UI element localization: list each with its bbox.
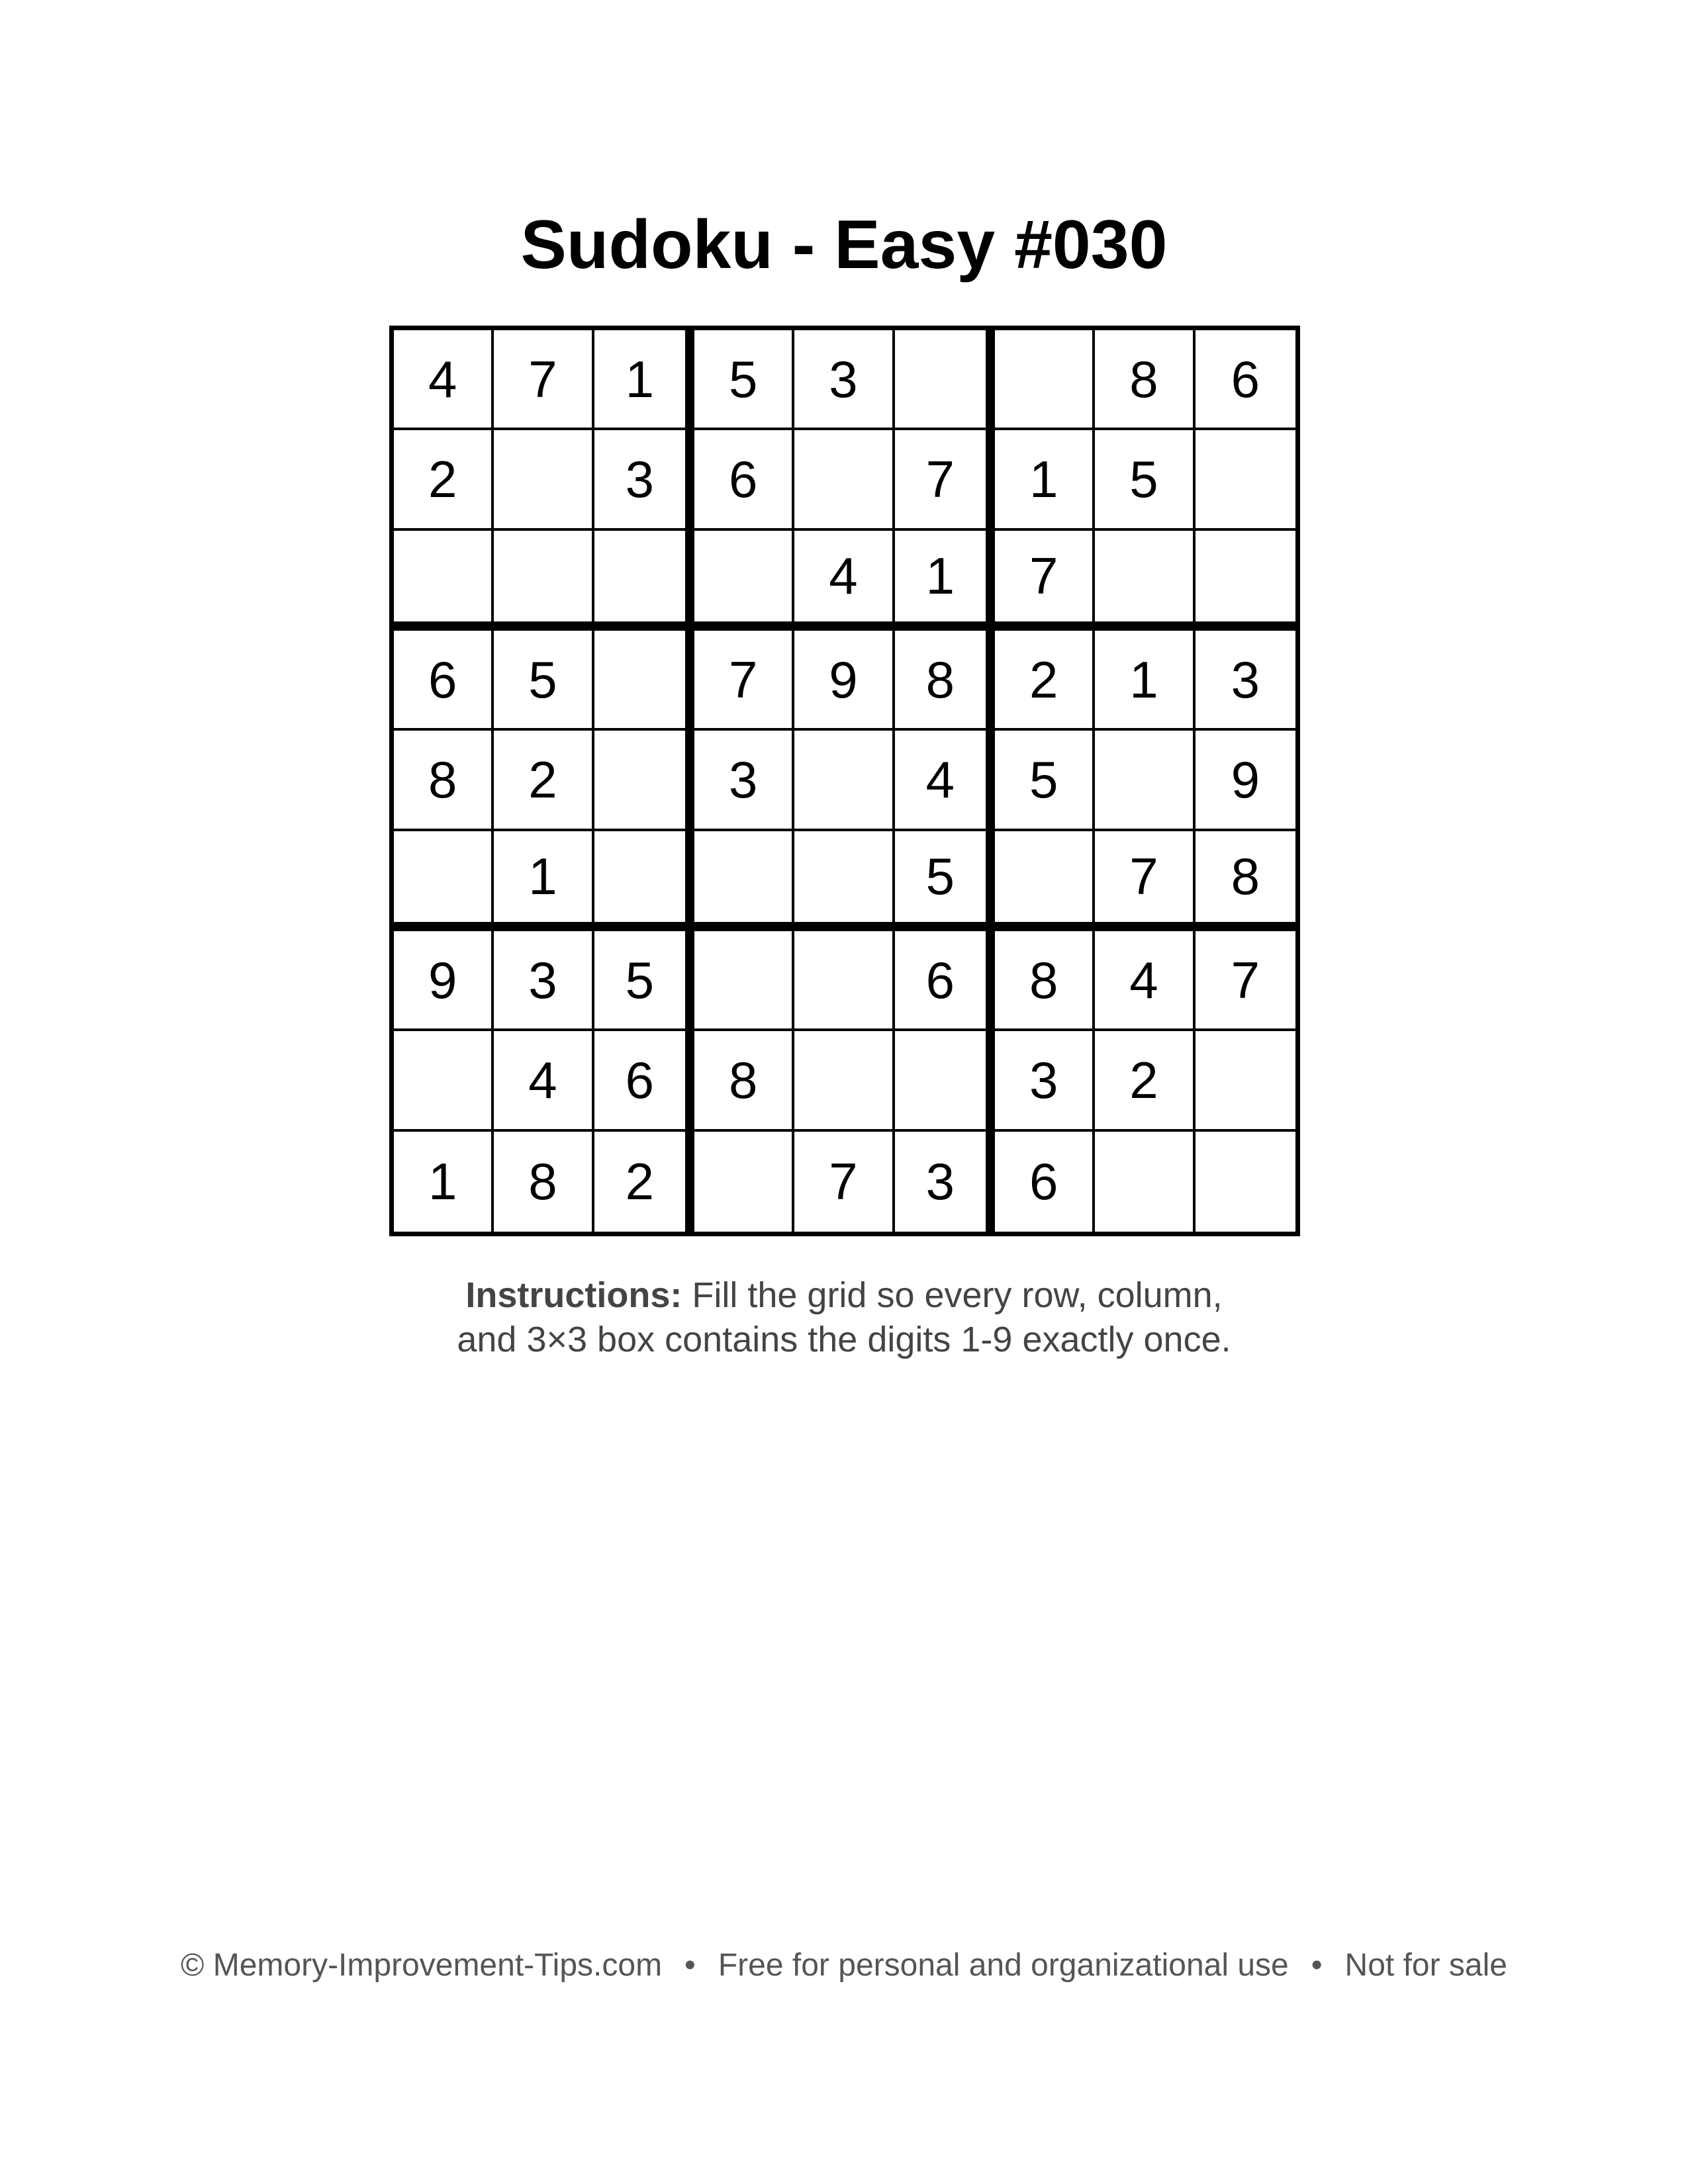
sudoku-cell-r9-c7: 6 [995,1132,1095,1232]
sudoku-cell-r6-c3[interactable] [594,831,694,931]
sudoku-cell-r2-c5[interactable] [794,430,894,530]
sudoku-cell-r3-c8[interactable] [1095,531,1195,631]
sudoku-cell-r4-c1: 6 [394,631,494,731]
sudoku-cell-r6-c5[interactable] [794,831,894,931]
sudoku-cell-r9-c1: 1 [394,1132,494,1232]
sudoku-cell-r1-c7[interactable] [995,330,1095,430]
footer-separator: • [684,1948,696,1983]
sudoku-cell-r8-c6[interactable] [895,1031,995,1131]
sudoku-cell-r3-c6: 1 [895,531,995,631]
sudoku-cell-r1-c6[interactable] [895,330,995,430]
sudoku-cell-r6-c8: 7 [1095,831,1195,931]
sudoku-cell-r4-c9: 3 [1196,631,1295,731]
instructions-text-1: Fill the grid so every row, column, [692,1275,1223,1315]
sudoku-cell-r8-c8: 2 [1095,1031,1195,1131]
footer-copyright: © Memory-Improvement-Tips.com [181,1948,663,1983]
sudoku-cell-r5-c4: 3 [694,731,794,831]
instructions-line-1 [0,1273,1688,1318]
sudoku-cell-r2-c3: 3 [594,430,694,530]
sudoku-cell-r1-c9: 6 [1196,330,1295,430]
instructions-label: Instructions: [465,1275,682,1315]
sudoku-cell-r1-c4: 5 [694,330,794,430]
sudoku-cell-r1-c3: 1 [594,330,694,430]
sudoku-cell-r2-c9[interactable] [1196,430,1295,530]
sudoku-cell-r4-c3[interactable] [594,631,694,731]
instructions [0,1273,1688,1362]
sudoku-cell-r5-c2: 2 [494,731,594,831]
sudoku-cell-r1-c2: 7 [494,330,594,430]
sudoku-cell-r8-c9[interactable] [1196,1031,1295,1131]
sudoku-cell-r4-c2: 5 [494,631,594,731]
sudoku-cell-r8-c7: 3 [995,1031,1095,1131]
footer-separator: • [1311,1948,1323,1983]
sudoku-cell-r8-c3: 6 [594,1031,694,1131]
sudoku-cell-r9-c3: 2 [594,1132,694,1232]
sudoku-cell-r9-c5: 7 [794,1132,894,1232]
footer-license: Free for personal and organizational use [718,1948,1289,1983]
sudoku-cell-r9-c2: 8 [494,1132,594,1232]
sudoku-cell-r4-c7: 2 [995,631,1095,731]
sudoku-cell-r6-c4[interactable] [694,831,794,931]
footer [0,1946,1688,1985]
sudoku-cell-r1-c8: 8 [1095,330,1195,430]
sudoku-cell-r4-c5: 9 [794,631,894,731]
sudoku-cell-r7-c7: 8 [995,931,1095,1031]
sudoku-cell-r5-c3[interactable] [594,731,694,831]
sudoku-cell-r5-c8[interactable] [1095,731,1195,831]
sudoku-cell-r5-c5[interactable] [794,731,894,831]
sudoku-cell-r7-c4[interactable] [694,931,794,1031]
instructions-text-2: and 3×3 box contains the digits 1-9 exactly once. [457,1320,1231,1359]
sudoku-cell-r3-c2[interactable] [494,531,594,631]
sudoku-cell-r3-c5: 4 [794,531,894,631]
sudoku-cell-r5-c6: 4 [895,731,995,831]
sudoku-cell-r7-c2: 3 [494,931,594,1031]
sudoku-cell-r5-c1: 8 [394,731,494,831]
sudoku-cell-r7-c5[interactable] [794,931,894,1031]
sudoku-cell-r4-c8: 1 [1095,631,1195,731]
sudoku-cell-r8-c2: 4 [494,1031,594,1131]
sudoku-cell-r3-c3[interactable] [594,531,694,631]
sudoku-cell-r2-c2[interactable] [494,430,594,530]
sudoku-cell-r6-c2: 1 [494,831,594,931]
sudoku-cell-r3-c9[interactable] [1196,531,1295,631]
sudoku-cell-r6-c6: 5 [895,831,995,931]
sudoku-cell-r4-c6: 8 [895,631,995,731]
sudoku-cell-r8-c5[interactable] [794,1031,894,1131]
sudoku-cell-r4-c4: 7 [694,631,794,731]
sudoku-cell-r2-c8: 5 [1095,430,1195,530]
sudoku-cell-r5-c9: 9 [1196,731,1295,831]
sudoku-cell-r6-c7[interactable] [995,831,1095,931]
sudoku-cell-r7-c1: 9 [394,931,494,1031]
sudoku-cell-r3-c1[interactable] [394,531,494,631]
sudoku-grid [389,326,1300,1236]
sudoku-cell-r2-c7: 1 [995,430,1095,530]
sudoku-cell-r7-c3: 5 [594,931,694,1031]
sudoku-cell-r6-c9: 8 [1196,831,1295,931]
sudoku-cell-r9-c6: 3 [895,1132,995,1232]
sudoku-cell-r2-c4: 6 [694,430,794,530]
sudoku-cell-r2-c6: 7 [895,430,995,530]
sudoku-cell-r9-c9[interactable] [1196,1132,1295,1232]
sudoku-cell-r9-c8[interactable] [1095,1132,1195,1232]
sudoku-cell-r6-c1[interactable] [394,831,494,931]
sudoku-cell-r7-c6: 6 [895,931,995,1031]
footer-not-for-sale: Not for sale [1344,1948,1507,1983]
sudoku-cell-r9-c4[interactable] [694,1132,794,1232]
sudoku-cell-r1-c5: 3 [794,330,894,430]
sudoku-cell-r3-c4[interactable] [694,531,794,631]
sudoku-cell-r7-c8: 4 [1095,931,1195,1031]
page-title: Sudoku - Easy #030 [520,206,1168,283]
sudoku-cell-r1-c1: 4 [394,330,494,430]
sudoku-cell-r8-c4: 8 [694,1031,794,1131]
sudoku-cell-r5-c7: 5 [995,731,1095,831]
sudoku-cell-r2-c1: 2 [394,430,494,530]
sudoku-cell-r7-c9: 7 [1196,931,1295,1031]
sudoku-cell-r8-c1[interactable] [394,1031,494,1131]
sudoku-cell-r3-c7: 7 [995,531,1095,631]
